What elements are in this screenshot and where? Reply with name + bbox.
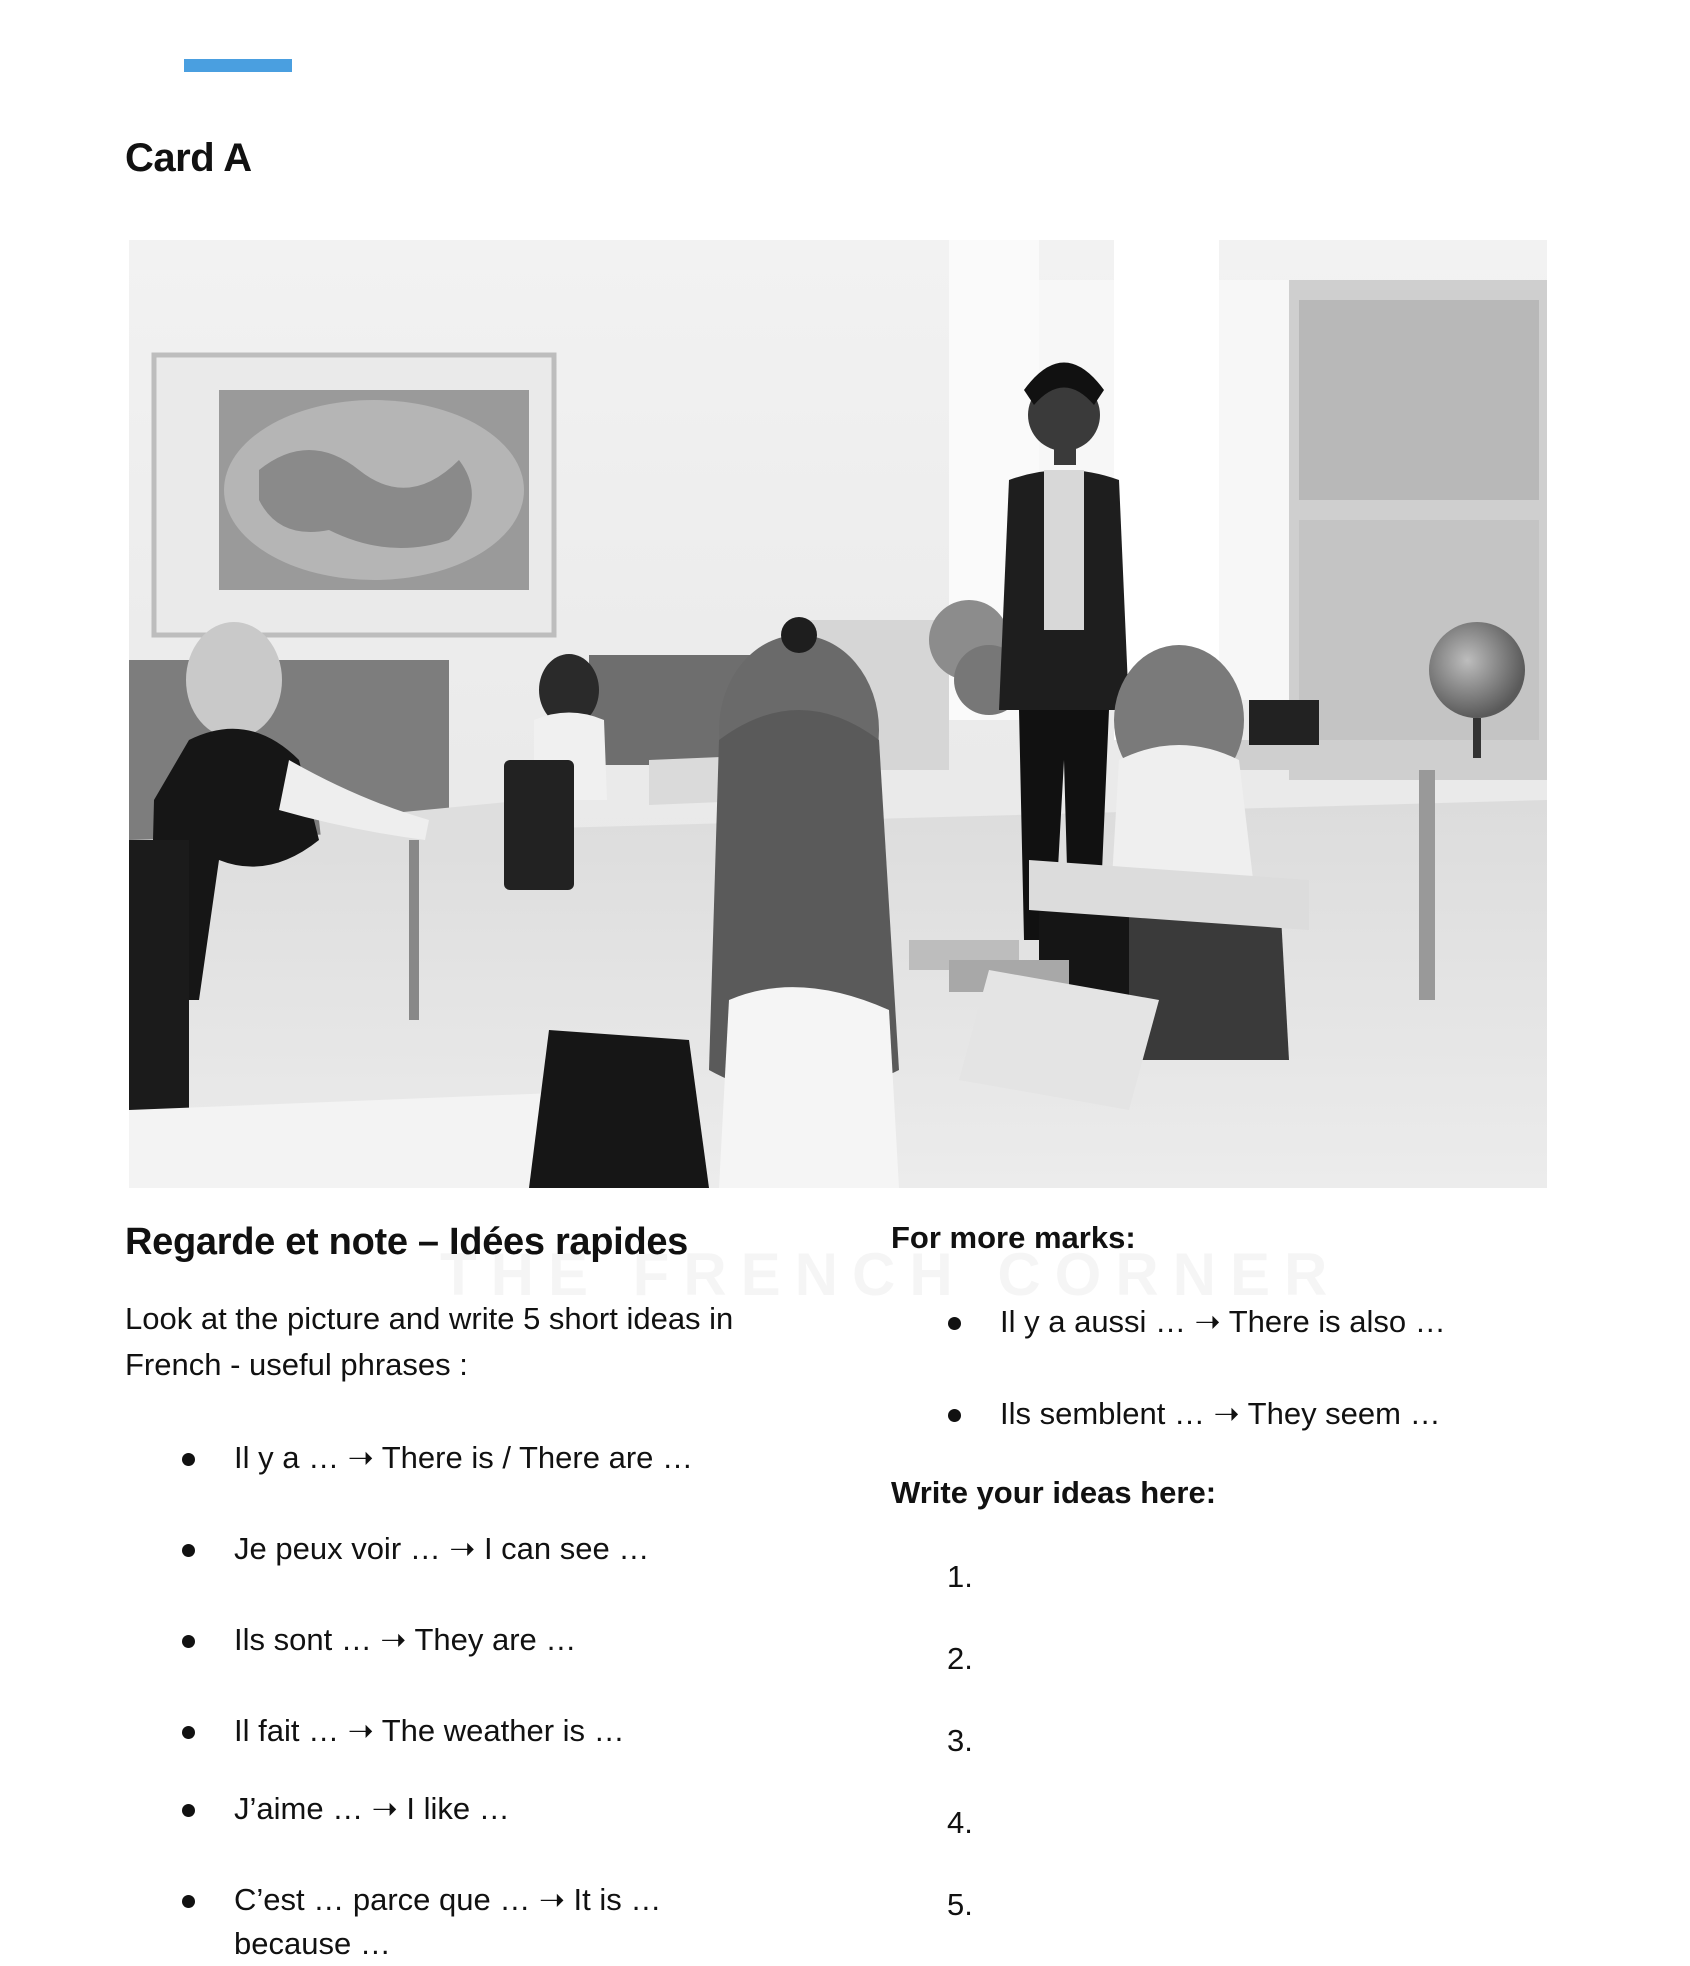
classroom-photo-illustration [129, 240, 1547, 1188]
ideas-heading: Write your ideas here: [891, 1475, 1217, 1510]
right-column [891, 1212, 1611, 1952]
section-heading: Regarde et note – Idées rapides [125, 1221, 689, 1263]
answer-line[interactable]: 1. [947, 1559, 973, 1594]
list-item: Il fait … ➝ The weather is … [234, 1709, 774, 1753]
accent-bar [184, 59, 292, 72]
answer-line[interactable]: 4. [947, 1805, 973, 1840]
classroom-photo [129, 240, 1547, 1188]
left-column [125, 1212, 785, 1388]
list-item: Il y a … ➝ There is / There are … [234, 1436, 774, 1480]
answer-line[interactable]: 5. [947, 1887, 973, 1922]
list-item: Ils sont … ➝ They are … [234, 1618, 774, 1662]
list-item: Il y a aussi … ➝ There is also … [1000, 1300, 1446, 1344]
answer-line[interactable]: 3. [947, 1723, 973, 1758]
answer-line[interactable]: 2. [947, 1641, 973, 1676]
list-item: J’aime … ➝ I like … [234, 1787, 774, 1831]
list-item: Ils semblent … ➝ They seem … [1000, 1392, 1441, 1436]
list-item: C’est … parce que … ➝ It is … because … [234, 1878, 714, 1966]
list-item: Je peux voir … ➝ I can see … [234, 1527, 774, 1571]
instructions: Look at the picture and write 5 short ideas in French - useful phrases : [125, 1301, 734, 1382]
more-marks-heading: For more marks: [891, 1220, 1136, 1255]
card-title: Card A [125, 136, 252, 180]
